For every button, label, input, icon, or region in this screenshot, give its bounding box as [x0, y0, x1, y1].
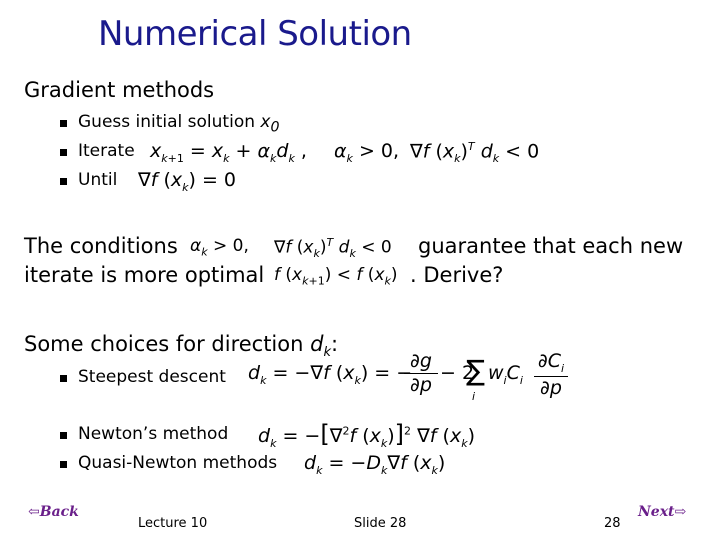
x0-sub: 0 — [270, 119, 280, 136]
bullet-marker — [60, 120, 67, 127]
back-link[interactable] — [28, 504, 79, 520]
dg-dp-fraction: ∂g ∂p — [404, 350, 438, 396]
x0-symbol — [260, 112, 280, 136]
back-arrow-icon: ⇦ — [28, 504, 40, 520]
footer-slide: Slide 28 — [354, 516, 407, 531]
direction-colon: : — [331, 332, 339, 356]
dk-symbol — [310, 332, 331, 361]
direction-heading — [24, 332, 338, 360]
conditions-line2-start: iterate is more optimal — [24, 263, 265, 287]
next-label: Next — [638, 504, 675, 520]
conditions-line1-end: guarantee that each new — [418, 234, 684, 258]
x0-letter: x — [260, 112, 271, 132]
descent-condition: ∇f $(x_k)^T$ $d_k < 0$ — [410, 140, 540, 166]
bullet-marker — [60, 461, 67, 468]
sum-index: i — [472, 390, 476, 403]
bullet-marker — [60, 375, 67, 382]
bullet-marker — [60, 432, 67, 439]
conditions-line2-end: . Derive? — [410, 263, 504, 287]
until-equation: ∇f $(x_k) = 0$ — [138, 169, 236, 194]
newton-equation: $d_k = -[\nabla^2f$ $(x_k)]^2$ ∇f $(x_k)$ — [258, 420, 475, 450]
dk-sub: k — [323, 345, 331, 361]
slide-title: Numerical Solution — [98, 14, 412, 54]
next-arrow-icon: ⇨ — [674, 504, 687, 520]
gradient-methods-heading: Gradient methods — [24, 78, 215, 102]
bullet-newton: Newton’s method — [78, 424, 229, 444]
iterate-equation: $x_{k+1} = x_k + \alpha_kd_k$ , — [150, 140, 307, 165]
footer-lecture: Lecture 10 — [138, 516, 208, 531]
bullet-guess — [78, 112, 279, 135]
bullet-quasi-newton: Quasi-Newton methods — [78, 453, 278, 473]
footer-page-number: 28 — [604, 516, 621, 531]
conditions-descent: ∇f $(x_k)^T$ $d_k < 0$ — [274, 236, 392, 261]
improvement-inequality: f $(x_{k+1}) < f$ $(x_k)$ — [274, 265, 398, 288]
back-label: Back — [39, 504, 79, 520]
bullet-marker — [60, 149, 67, 156]
bullet-until: Until — [78, 170, 118, 190]
conditions-line1-start: The conditions — [24, 234, 178, 258]
conditions-alpha: $\alpha_k > 0$, — [190, 236, 249, 259]
bullet-marker — [60, 178, 67, 185]
quasi-newton-equation: $d_k = -D_k\nabla f$ $(x_k)$ — [304, 452, 446, 477]
dk-letter: d — [310, 332, 324, 356]
bullet-guess-text: Guess initial solution — [78, 112, 255, 132]
sum-symbol: ∑ — [466, 354, 485, 387]
bullet-iterate: Iterate — [78, 141, 135, 161]
direction-heading-text: Some choices for direction — [24, 332, 304, 356]
dci-dp-fraction: $\partial C_i$ ∂p — [534, 350, 568, 399]
alpha-condition: $\alpha_k > 0$, — [334, 140, 400, 165]
next-link[interactable] — [638, 504, 686, 520]
minus-two: − 2 — [440, 362, 475, 384]
weights-term: $w_iC_i$ — [488, 362, 523, 387]
steepest-equation: $d_k = -\nabla f$ $(x_k)$ = − — [248, 362, 413, 387]
bullet-steepest: Steepest descent — [78, 367, 226, 387]
